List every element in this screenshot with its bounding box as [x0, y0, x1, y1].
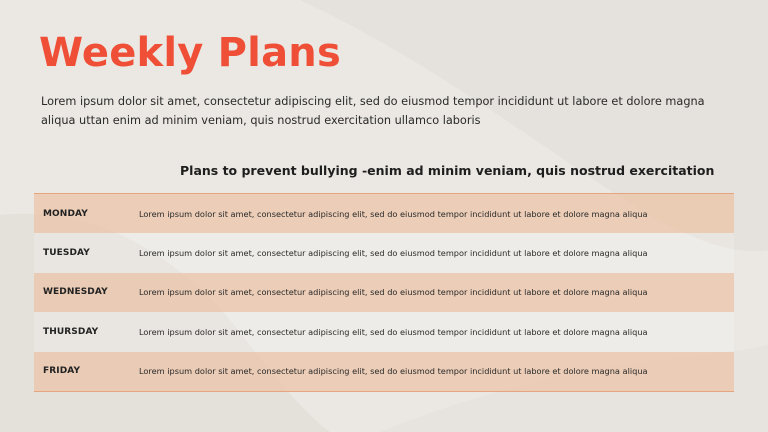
table-row	[34, 233, 734, 272]
slide-title: Weekly Plans	[39, 30, 341, 76]
day-label: WEDNESDAY	[43, 287, 108, 298]
weekly-plan-table	[34, 193, 734, 392]
day-label: FRIDAY	[43, 366, 81, 377]
plan-text: Lorem ipsum dolor sit amet, consectetur adipiscing elit, sed do eiusmod tempor incididunt ut labore et dolore magna aliqua	[139, 326, 648, 337]
day-label: TUESDAY	[43, 248, 90, 259]
table-heading: Plans to prevent bullying -enim ad minim veniam, quis nostrud exercitation	[180, 163, 715, 178]
plan-text: Lorem ipsum dolor sit amet, consectetur adipiscing elit, sed do eiusmod tempor incididunt ut labore et dolore magna aliqua	[139, 208, 648, 219]
table-row	[34, 352, 734, 391]
table-row	[34, 273, 734, 312]
table-row	[34, 194, 734, 233]
plan-text: Lorem ipsum dolor sit amet, consectetur adipiscing elit, sed do eiusmod tempor incididunt ut labore et dolore magna aliqua	[139, 287, 648, 298]
table-row	[34, 312, 734, 351]
day-label: THURSDAY	[43, 326, 99, 337]
plan-text: Lorem ipsum dolor sit amet, consectetur adipiscing elit, sed do eiusmod tempor incididunt ut labore et dolore magna aliqua	[139, 366, 648, 377]
day-label: MONDAY	[43, 208, 88, 219]
intro-paragraph: Lorem ipsum dolor sit amet, consectetur adipiscing elit, sed do eiusmod tempor incididunt ut labore et dolore magna aliqua uttan enim ad minim veniam, quis nostrud exercitation ullamco laboris	[41, 95, 705, 127]
plan-text: Lorem ipsum dolor sit amet, consectetur adipiscing elit, sed do eiusmod tempor incididunt ut labore et dolore magna aliqua	[139, 248, 648, 259]
